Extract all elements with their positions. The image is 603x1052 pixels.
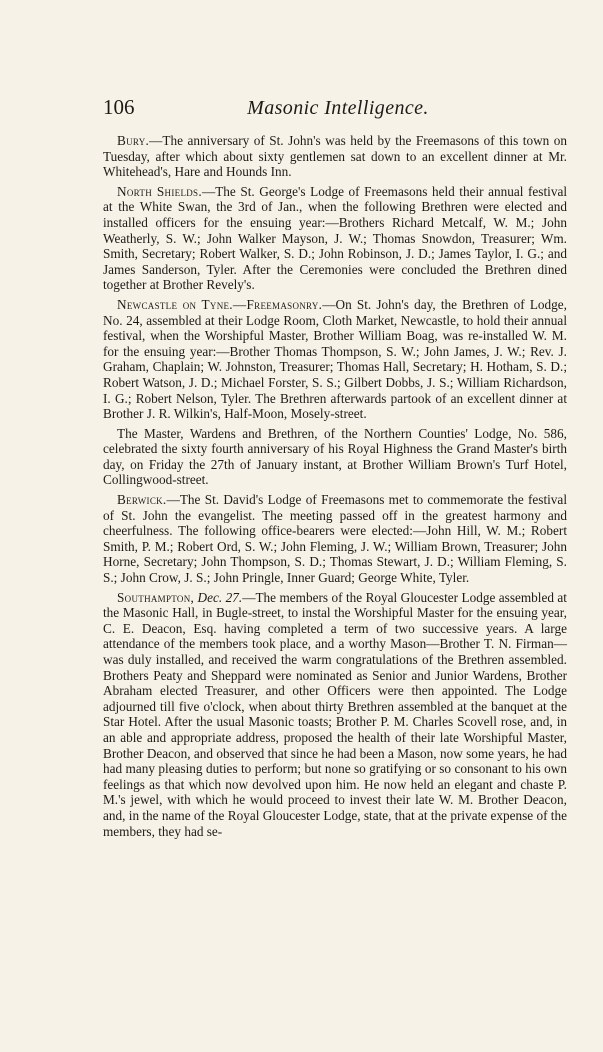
paragraph-text: —The St. David's Lodge of Freemasons met to commemorate the festival of St. John the evangelist. The meeting passed off in the greatest harmony and cheerfulness. The following office-bearers were elected:—John Hill, W. M.; Robert Smith, P. M.; Robert Ord, S. W.; John Fleming, J. W.; William Brown, Treasurer; John Horne, Secretary; John Thompson, S. D.; Thomas Stewart, J. D.; William Fleming, S. S.; John Crow, J. S.; John Pringle, Inner Guard; George White, Tyler. — [103, 492, 567, 586]
place-heading: Southampton, — [117, 589, 195, 605]
sub-heading: —Freemasonry. — [232, 296, 323, 312]
paragraph-text: —On St. John's day, the Brethren of Lodge, No. 24, assembled at their Lodge Room, Cloth Market, Newcastle, to hold their annual festival, when the Worshipful Master, Brother William Boag, was re-installed W. M. for the ensuing year:—Brother Thomas Thompson, S. W.; John James, J. W.; Rev. J. Graham, Chaplain; W. Johnston, Treasurer; Thomas Hall, Secretary; H. Hotham, S. D.; Robert Watson, J. D.; Michael Forster, S. S.; Gilbert Dobbs, J. S.; William Richardson, I. G.; Robert Nelson, Tyler. The Brethren afterwards partook of an excellent dinner at Brother J. R. Wilkin's, Half-Moon, Mosely-street. — [103, 296, 567, 422]
place-heading: Newcastle on Tyne. — [117, 296, 233, 312]
page-header — [103, 95, 573, 125]
paragraph-southampton — [103, 590, 567, 840]
place-heading: North Shields. — [117, 183, 202, 199]
place-heading: Bury. — [117, 133, 150, 148]
paragraph-text: —The members of the Royal Gloucester Lodge assembled at the Masonic Hall, in Bugle-street, to instal the Worshipful Master for the ensuing year, C. E. Deacon, Esq. having completed a term of two successive years. A large attendance of the members took place, and a worthy Mason—Brother T. N. Firman—was duly installed, and received the warm congratulations of the Brethren assembled. Brothers Peaty and Sheppard were nominated as Senior and Junior Wardens, Brother Abraham elected Treasurer, and other Officers were then appointed. The Lodge adjourned till five o'clock, when about thirty Brethren assembled at the banquet at the Star Hotel. After the usual Masonic toasts; Brother P. M. Charles Scovell rose, and, in an able and appropriate address, proposed the health of their late Worshipful Master, Brother Deacon, and observed that since he had been a Mason, now some years, he had had many pleasing duties to perform; but none so gratifying or so consonant to his own feelings as that which now devolved upon him. He now held an elegant and chaste P. M.'s jewel, with which he would proceed to invest their late W. M. Brother Deacon, and, in the name of the Royal Gloucester Lodge, state, that at the private expense of the members, they had se- — [103, 589, 567, 839]
paragraph-north-shields — [103, 184, 567, 293]
paragraph-berwick — [103, 492, 567, 586]
place-heading: Berwick. — [117, 492, 167, 508]
page-number: 106 — [103, 95, 135, 119]
paragraph-newcastle — [103, 297, 567, 422]
running-title: Masonic Intelligence. — [247, 97, 429, 119]
article-body — [103, 133, 567, 843]
paragraph-text: The Master, Wardens and Brethren, of the Northern Counties' Lodge, No. 586, celebrated the sixty fourth anniversary of his Royal Highness the Grand Master's birth day, on Friday the 27th of January instant, at Brother William Brown's Turf Hotel, Collingwood-street. — [103, 425, 567, 488]
paragraph-northern-counties — [103, 426, 567, 488]
paragraph-text: —The anniversary of St. John's was held by the Freemasons of this town on Tuesday, after which about sixty gentlemen sat down to an excellent dinner at Mr. Whitehead's, Hare and Hounds Inn. — [103, 133, 567, 180]
paragraph-bury — [103, 133, 567, 180]
date-label: Dec. 27. — [194, 589, 243, 605]
paragraph-text: —The St. George's Lodge of Freemasons held their annual festival at the White Swan, the 3rd of Jan., when the following Brethren were elected and installed officers for the ensuing year:—Brothers Richard Metcalf, W. M.; John Weatherly, S. W.; John Walker Mayson, J. W.; Thomas Snowdon, Treasurer; Wm. Smith, Secretary; Robert Walker, S. D.; John Robinson, J. D.; James Taylor, I. G.; and James Sanderson, Tyler. After the Ceremonies were concluded the Brethren dined together at Brother Revely's. — [103, 183, 568, 293]
